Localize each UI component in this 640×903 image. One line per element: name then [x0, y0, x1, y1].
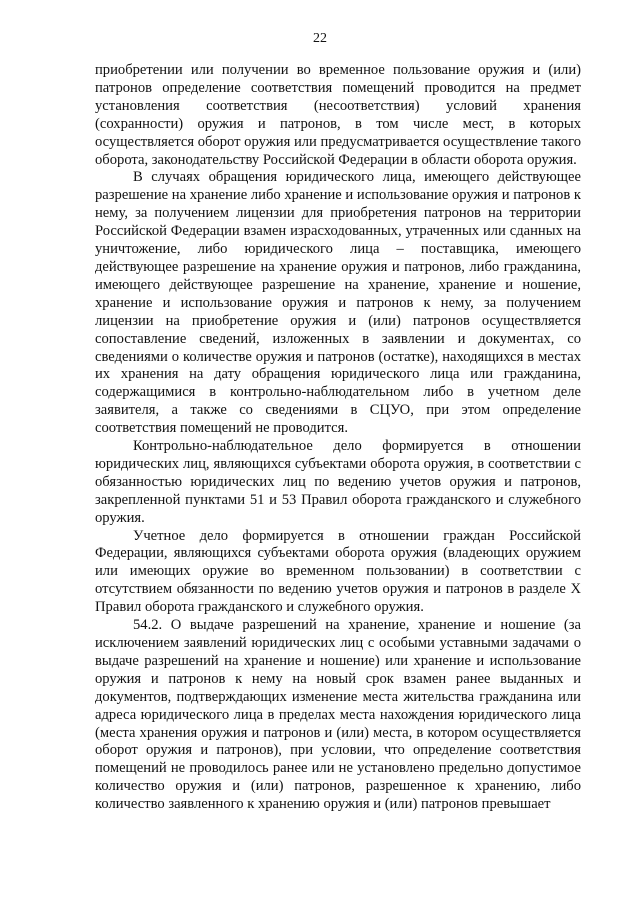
paragraph-registration-case: Учетное дело формируется в отношении граждан Российской Федерации, являющихся субъектами оборота оружия (владеющих оружием или имеющих оружие во временном пользовании) в соответствии с отсутствием обязанности по ведению учетов оружия и патронов в разделе X Правил оборота гражданского и служебного оружия. [95, 527, 581, 616]
page-number: 22 [313, 31, 327, 46]
paragraph-license-applications: В случаях обращения юридического лица, имеющего действующее разрешение на хранение либо хранение и использование оружия и патронов к нему, за получением лицензии для приобретения патронов на территории Российской Федерации взамен израсходованных, утраченных или сданных на уничтожение, либо юридического лица – поставщика, имеющего действующее разрешение на хранение оружия и патронов, либо гражданина, имеющего действующее разрешение на хранение, хранение и ношение, хранение и использование оружия и патронов к нему, за получением лицензии на приобретение оружия и (или) патронов осуществляется сопоставление сведений, изложенных в заявлении и документах, со сведениями о количестве оружия и патронов (остатке), находящихся в местах их хранения на дату обращения юридического лица или гражданина, содержащимися в контрольно-наблюдательном либо в учетном деле заявителя, а также со сведениями в СЦУО, при этом определение соответствия помещений не проводится. [95, 169, 581, 437]
document-body [95, 62, 581, 814]
paragraph-continuation: приобретении или получении во временное пользование оружия и (или) патронов определение соответствия помещений проводится на предмет установления соответствия (несоответствия) условий хранения (сохранности) оружия и патронов, в том числе мест, в которых осуществляется оборот оружия или предусматривается осуществление такого оборота, законодательству Российской Федерации в области оборота оружия. [95, 62, 582, 168]
paragraph-54-2: 54.2. О выдаче разрешений на хранение, хранение и ношение (за исключением заявлений юридических лиц с особыми уставными задачами о выдаче разрешений на хранение и ношение) или хранение и использование оружия и патронов к нему на новый срок взамен ранее выданных и документов, подтверждающих изменение места жительства гражданина или адреса юридического лица в пределах места нахождения юридического лица (места хранения оружия и патронов и (или) места, в котором осуществляется оборот оружия и патронов), при условии, что определение соответствия помещений не проводилось ранее или не установлено предельно допустимое количество оружия и (или) патронов, разрешенное к хранению, либо количество заявленного к хранению оружия и (или) патронов превышает [95, 617, 581, 813]
paragraph-control-case: Контрольно-наблюдательное дело формируется в отношении юридических лиц, являющихся субъектами оборота оружия, в соответствии с обязанностью юридических лиц по ведению учетов оружия и патронов, закрепленной пунктами 51 и 53 Правил оборота гражданского и служебного оружия. [95, 438, 581, 526]
